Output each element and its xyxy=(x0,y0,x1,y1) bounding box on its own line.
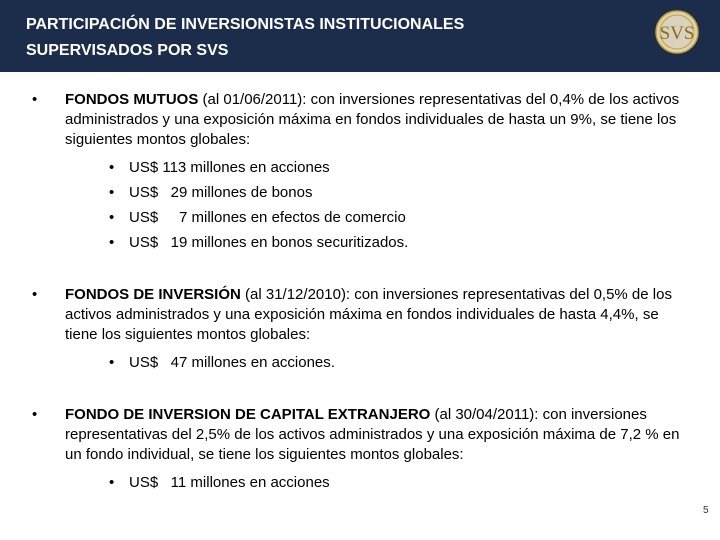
amount-list xyxy=(65,155,692,255)
list-item xyxy=(109,470,692,495)
section-text: (al 31/12/2010): con inversiones representativas del 0,5% de los activos administrados y una exposición máxima en fondos individuales de hasta 4,4%, se tiene los siguientes montos globales: xyxy=(65,286,672,343)
amount-list xyxy=(65,350,692,375)
amount-list xyxy=(65,470,692,495)
section-heading: FONDOS DE INVERSIÓN xyxy=(65,286,241,303)
slide-header xyxy=(0,0,720,72)
section-capital-extranjero xyxy=(32,405,692,495)
section-paragraph xyxy=(65,405,692,465)
section-text: (al 30/04/2011): con inversiones representativas del 2,5% de los activos administrados y una exposición máxima de 7,2 % en un fondo individual, se tiene los siguientes montos globales: xyxy=(65,406,680,463)
list-item xyxy=(109,350,692,375)
list-item xyxy=(109,155,692,180)
list-item xyxy=(109,180,692,205)
section-paragraph xyxy=(65,285,692,345)
section-bullet: • xyxy=(32,91,38,108)
list-item xyxy=(109,230,692,255)
section-paragraph xyxy=(65,90,692,150)
item-text: US$ 7 millones en efectos de comercio xyxy=(129,209,406,226)
logo-text: SVS xyxy=(659,23,695,44)
section-heading: FONDO DE INVERSION DE CAPITAL EXTRANJERO xyxy=(65,406,431,423)
item-bullet: • xyxy=(109,209,115,226)
section-fondos-mutuos xyxy=(32,90,692,255)
section-bullet: • xyxy=(32,286,38,303)
slide-title xyxy=(26,12,464,64)
list-item xyxy=(109,205,692,230)
item-text: US$ 47 millones en acciones. xyxy=(129,354,335,371)
item-text: US$ 113 millones en acciones xyxy=(129,159,330,176)
section-heading: FONDOS MUTUOS xyxy=(65,91,199,108)
item-text: US$ 19 millones en bonos securitizados. xyxy=(129,234,409,251)
svs-logo xyxy=(654,9,700,55)
slide-body xyxy=(32,90,692,495)
item-text: US$ 29 millones de bonos xyxy=(129,184,313,201)
title-line-2: SUPERVISADOS POR SVS xyxy=(26,42,229,59)
item-bullet: • xyxy=(109,184,115,201)
section-bullet: • xyxy=(32,406,38,423)
section-text: (al 01/06/2011): con inversiones representativas del 0,4% de los activos administrados y una exposición máxima en fondos individuales de hasta un 9%, se tiene los siguientes montos globales: xyxy=(65,91,680,148)
item-bullet: • xyxy=(109,354,115,371)
page-number: 5 xyxy=(703,505,709,516)
item-bullet: • xyxy=(109,474,115,491)
item-bullet: • xyxy=(109,234,115,251)
item-bullet: • xyxy=(109,159,115,176)
section-fondos-de-inversion xyxy=(32,285,692,375)
item-text: US$ 11 millones en acciones xyxy=(129,474,330,491)
title-line-1: PARTICIPACIÓN DE INVERSIONISTAS INSTITUCIONALES xyxy=(26,16,465,33)
